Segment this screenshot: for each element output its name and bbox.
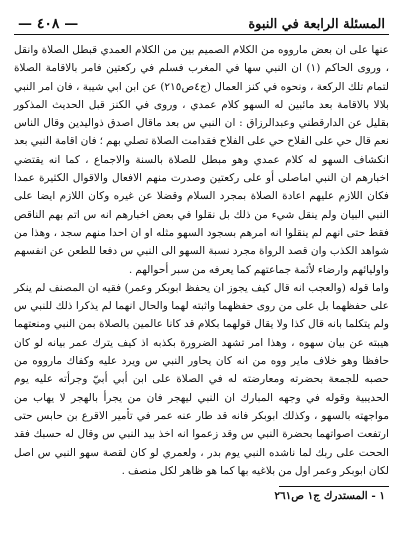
paragraph-1: عنها على ان بعض مارووه من الكلام الصميم بين من الكلام العمدي قبطل الصلاة وانقل ، وروى الحاكم (١) ان النبي سها في المغرب فسلم في ركعتين فامر بالاقامة الصلاة لتمام تلك الركعة ، ونحوه في كنز العمال (ج٤ص٢١٥) عن ابن ابي شيبة ، فان امر النبي بلالا بالاقامة بعد مائبين له السهو كلام عمدي ، وروى في الكنز قبل الحديث المذكور بقليل عن الدارقطني وعبدالرزاق : ان النبي س بعد ماقال اصدق ذواليدين وقال الناس نعم قال حي على الفلاح حي على الفلاح فقدامت الصلاة تصلي بهم ؛ فان اقامة النبي بعد انكشاف السهو له كلام عمدي وهو مبطل للصلاة بالسنة والاجماع ، كما انه يقتضي اخبارهم ان النبي اماصلى أو على ركعتين وصدرت منهم الافعال والاقوال الكثيرة عمدا فكان اللازم عليهم اعادة الصلاة بمجرد السلام وقضلا عن غيره وكان اللازم ايضا على النبي البيان ولم ينقل شيء من ذلك بل نقلوا في بعض اخبارهم انه س اتم بهم الناقص فقط حتى انهم لم ينقلوا انه امرهم بسجود السهو مثله او ان احدا منهم سجد ، وهذا من شواهد الكذب وان قصد الرواة مجرد نسبة السهو الى النبي س دفعا للطعن عن انفسهم واوليائهم وارضاء لأئمة جماعتهم كما يعرفه من سبر أحوالهم . bbox=[14, 44, 390, 276]
page-header bbox=[14, 12, 389, 32]
main-text bbox=[14, 41, 389, 480]
document-page bbox=[14, 12, 389, 540]
footnote-rule bbox=[279, 486, 389, 487]
page-number: — ٤٠٨ — bbox=[18, 16, 79, 32]
header-rule bbox=[14, 34, 389, 35]
paragraph-2: واما قوله (والعجب انه قال كيف يجوز ان يحفظ ابوبكر وعمر) فقيه ان المصنف لم ينكر على حفظهما بل على من روى حفظهما واثبته لهما والحال انهما لم يذكرا ذلك للنبي س ولم يتكلما بانه قال كذا ولا يقال قولهما بكلام قد كانا عالمين بالصلاة بمن النبي ومنعتهما هيبته عن بيان سهوه ، وهذا امر تشهد الضرورة بكذبه اذ كيف يترك عمر بيانه لو كان حافظا وهو خلاف ماير ووه من انه كان يحاور النبي س ويرد عليه وكفاك مارووه من حصبه للجمعة بحضرته ومعارضته له في الصلاة على ابن أبي أبيّ وجرأته عليه يوم الحديبية وقوله في وجهه المبارك ان النبي ليهجر فان من يجرأ بالهجر لا يهاب من مواجهته بالسهو ، وكذلك ابوبكر فانه قد طار عنه عمر في تأمير الاقرع بن حابس حتى ارتفعت اصواتهما بحضرة النبي س وقد زعموا انه اخذ بيد النبي س وقال له حسبك فقد الححت على ربك لما ناشده النبي يوم بدر ، ولعمري لو كان لقصة سهو النبي س اصل لكان ابوبكر وعمر اول من بلاغيه بها كما هو ظاهر لكل منصف . bbox=[14, 281, 389, 477]
running-title: المسئلة الرابعة في النبوة bbox=[248, 17, 385, 32]
footnote: ١ - المستدرك ج١ ص٢٦١ bbox=[274, 490, 385, 503]
